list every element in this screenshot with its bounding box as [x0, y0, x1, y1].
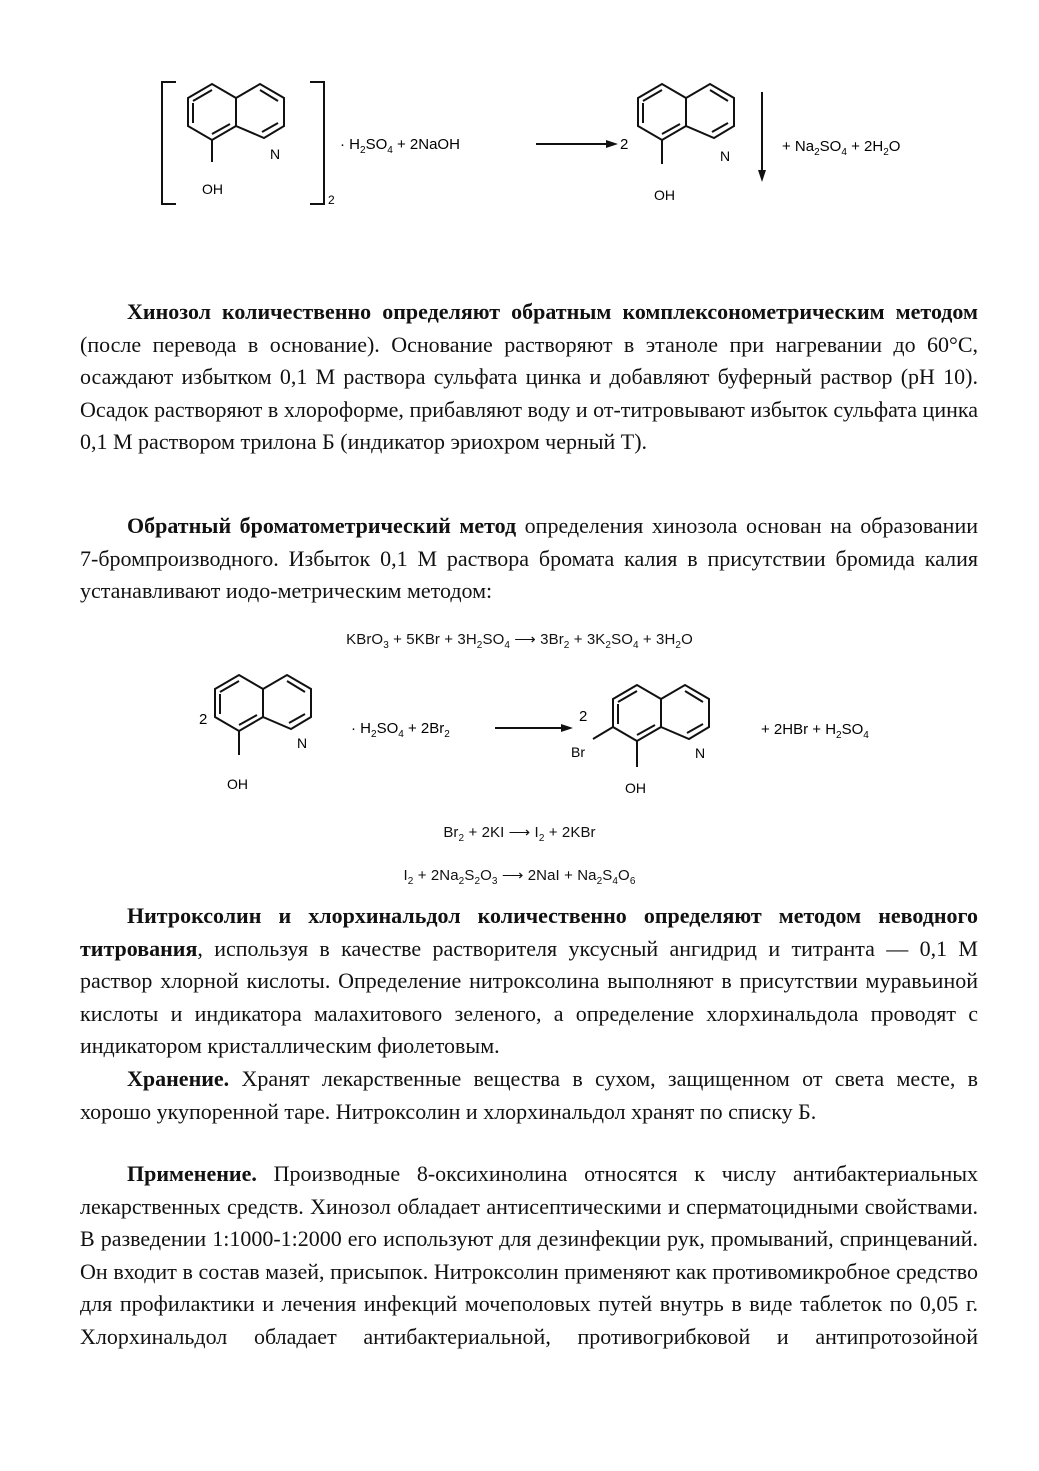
product-nitrogen-label: N — [695, 745, 706, 761]
product-hydroxyl-label: OH — [625, 780, 646, 796]
products-label: + $2HBr + H_2SO_4$ — [761, 721, 869, 741]
paragraph-text: определения хинозола основан на образовании 7-бромпроизводного. Избыток 0,1 М раствора бромата калия в присутствии бромида калия устанавливают иодо-метрическим методом: — [80, 513, 978, 603]
paragraph-bold-lead: Хранение. — [127, 1066, 230, 1091]
product-nitrogen-label: N — [720, 148, 731, 164]
left-coefficient: 2 — [199, 711, 208, 728]
paragraph-application — [80, 1158, 978, 1353]
bromination-structure-diagram — [195, 665, 915, 805]
right-coefficient: 2 — [579, 708, 588, 725]
paragraph-nonaqueous — [80, 900, 978, 1063]
products-label: + $Na_2SO_4 + 2H_2O$ — [782, 138, 901, 158]
equation-bromate: KBrO$_3$ + $5KBr + 3H_2SO_4$ ⟶ $3Br_2 + 3K_2SO_4 + 3H_2O$ — [346, 631, 693, 651]
hydroxyl-label: OH — [202, 181, 223, 197]
quinolinol-structure-diagram — [150, 70, 950, 220]
product-hydroxyl-label: OH — [654, 187, 675, 203]
hydroxyl-label: OH — [227, 776, 248, 792]
paragraph-text: , используя в качестве растворителя уксусный ангидрид и титранта — 0,1 М раствор хлорной кислоты. Определение нитроксолина выполняют в присутствии муравьиной кислоты и индикатора малахитового зеленого, а определение хлорхинальдола проводят с индикатором кристаллическим фиолетовым. — [80, 935, 978, 1058]
equation-iodide: $Br_2 + 2KI$ ⟶ $I_2 + 2KBr$ — [443, 824, 596, 844]
reaction-scheme-bromination — [195, 665, 915, 805]
bromine-label: Br — [571, 744, 585, 760]
paragraph-bold-lead: Применение. — [127, 1161, 257, 1186]
bracket-coefficient: 2 — [328, 193, 335, 207]
nitrogen-label: N — [270, 146, 281, 162]
arrow-coefficient: 2 — [620, 136, 629, 153]
paragraph-bold-lead: Хинозол количественно определяют обратным комплексонометрическим методом — [127, 299, 978, 324]
paragraph-bold-lead: Обратный броматометрический метод — [127, 513, 517, 538]
paragraph-text: Хранят лекарственные вещества в сухом, защищенном от света месте, в хорошо укупоренной таре. Нитроксолин и хлорхинальдол хранят по списку Б. — [80, 1066, 978, 1124]
reactants-label: · $H_2SO_4$ + 2NaOH — [340, 136, 460, 156]
equation-thiosulfate: $I_2 + 2Na_2S_2O_3$ ⟶ $2NaI + Na_2S_4O_6$ — [403, 867, 636, 887]
reactants-label: · $H_2SO_4 + 2Br_2$ — [351, 720, 450, 740]
paragraph-storage — [80, 1063, 978, 1128]
reaction-scheme-chinosol-base — [150, 70, 950, 220]
nitrogen-label: N — [297, 735, 308, 751]
paragraph-bromatometric — [80, 510, 978, 608]
paragraph-text: Производные 8-оксихинолина относятся к числу антибактериальных лекарственных средств. Хинозол обладает антисептическими и сперматоцидными свойствами. В разведении 1:1000-1:2000 его используют для дезинфекции рук, промываний, спринцеваний. Он входит в состав мазей, присыпок. Нитроксолин применяют как противомикробное средство для профилактики и лечения инфекций мочеполовых путей внутрь в виде таблеток по 0,05 г. Хлорхинальдол обладает антибактериальной, противогрибковой и антипротозойной — [80, 1161, 978, 1349]
paragraph-bold-lead: Нитроксолин и хлорхинальдол количественно определяют методом неводного титрования — [80, 903, 978, 961]
paragraph-complexometric — [80, 296, 978, 459]
paragraph-text: (после перевода в основание). Основание растворяют в этаноле при нагревании до 60°С, осаждают избытком 0,1 М раствора сульфата цинка и добавляют буферный раствор (рН 10). Осадок растворяют в хлороформе, прибавляют воду и от-титровывают избыток сульфата цинка 0,1 М раствором трилона Б (индикатор эриохром черный Т). — [80, 331, 978, 454]
